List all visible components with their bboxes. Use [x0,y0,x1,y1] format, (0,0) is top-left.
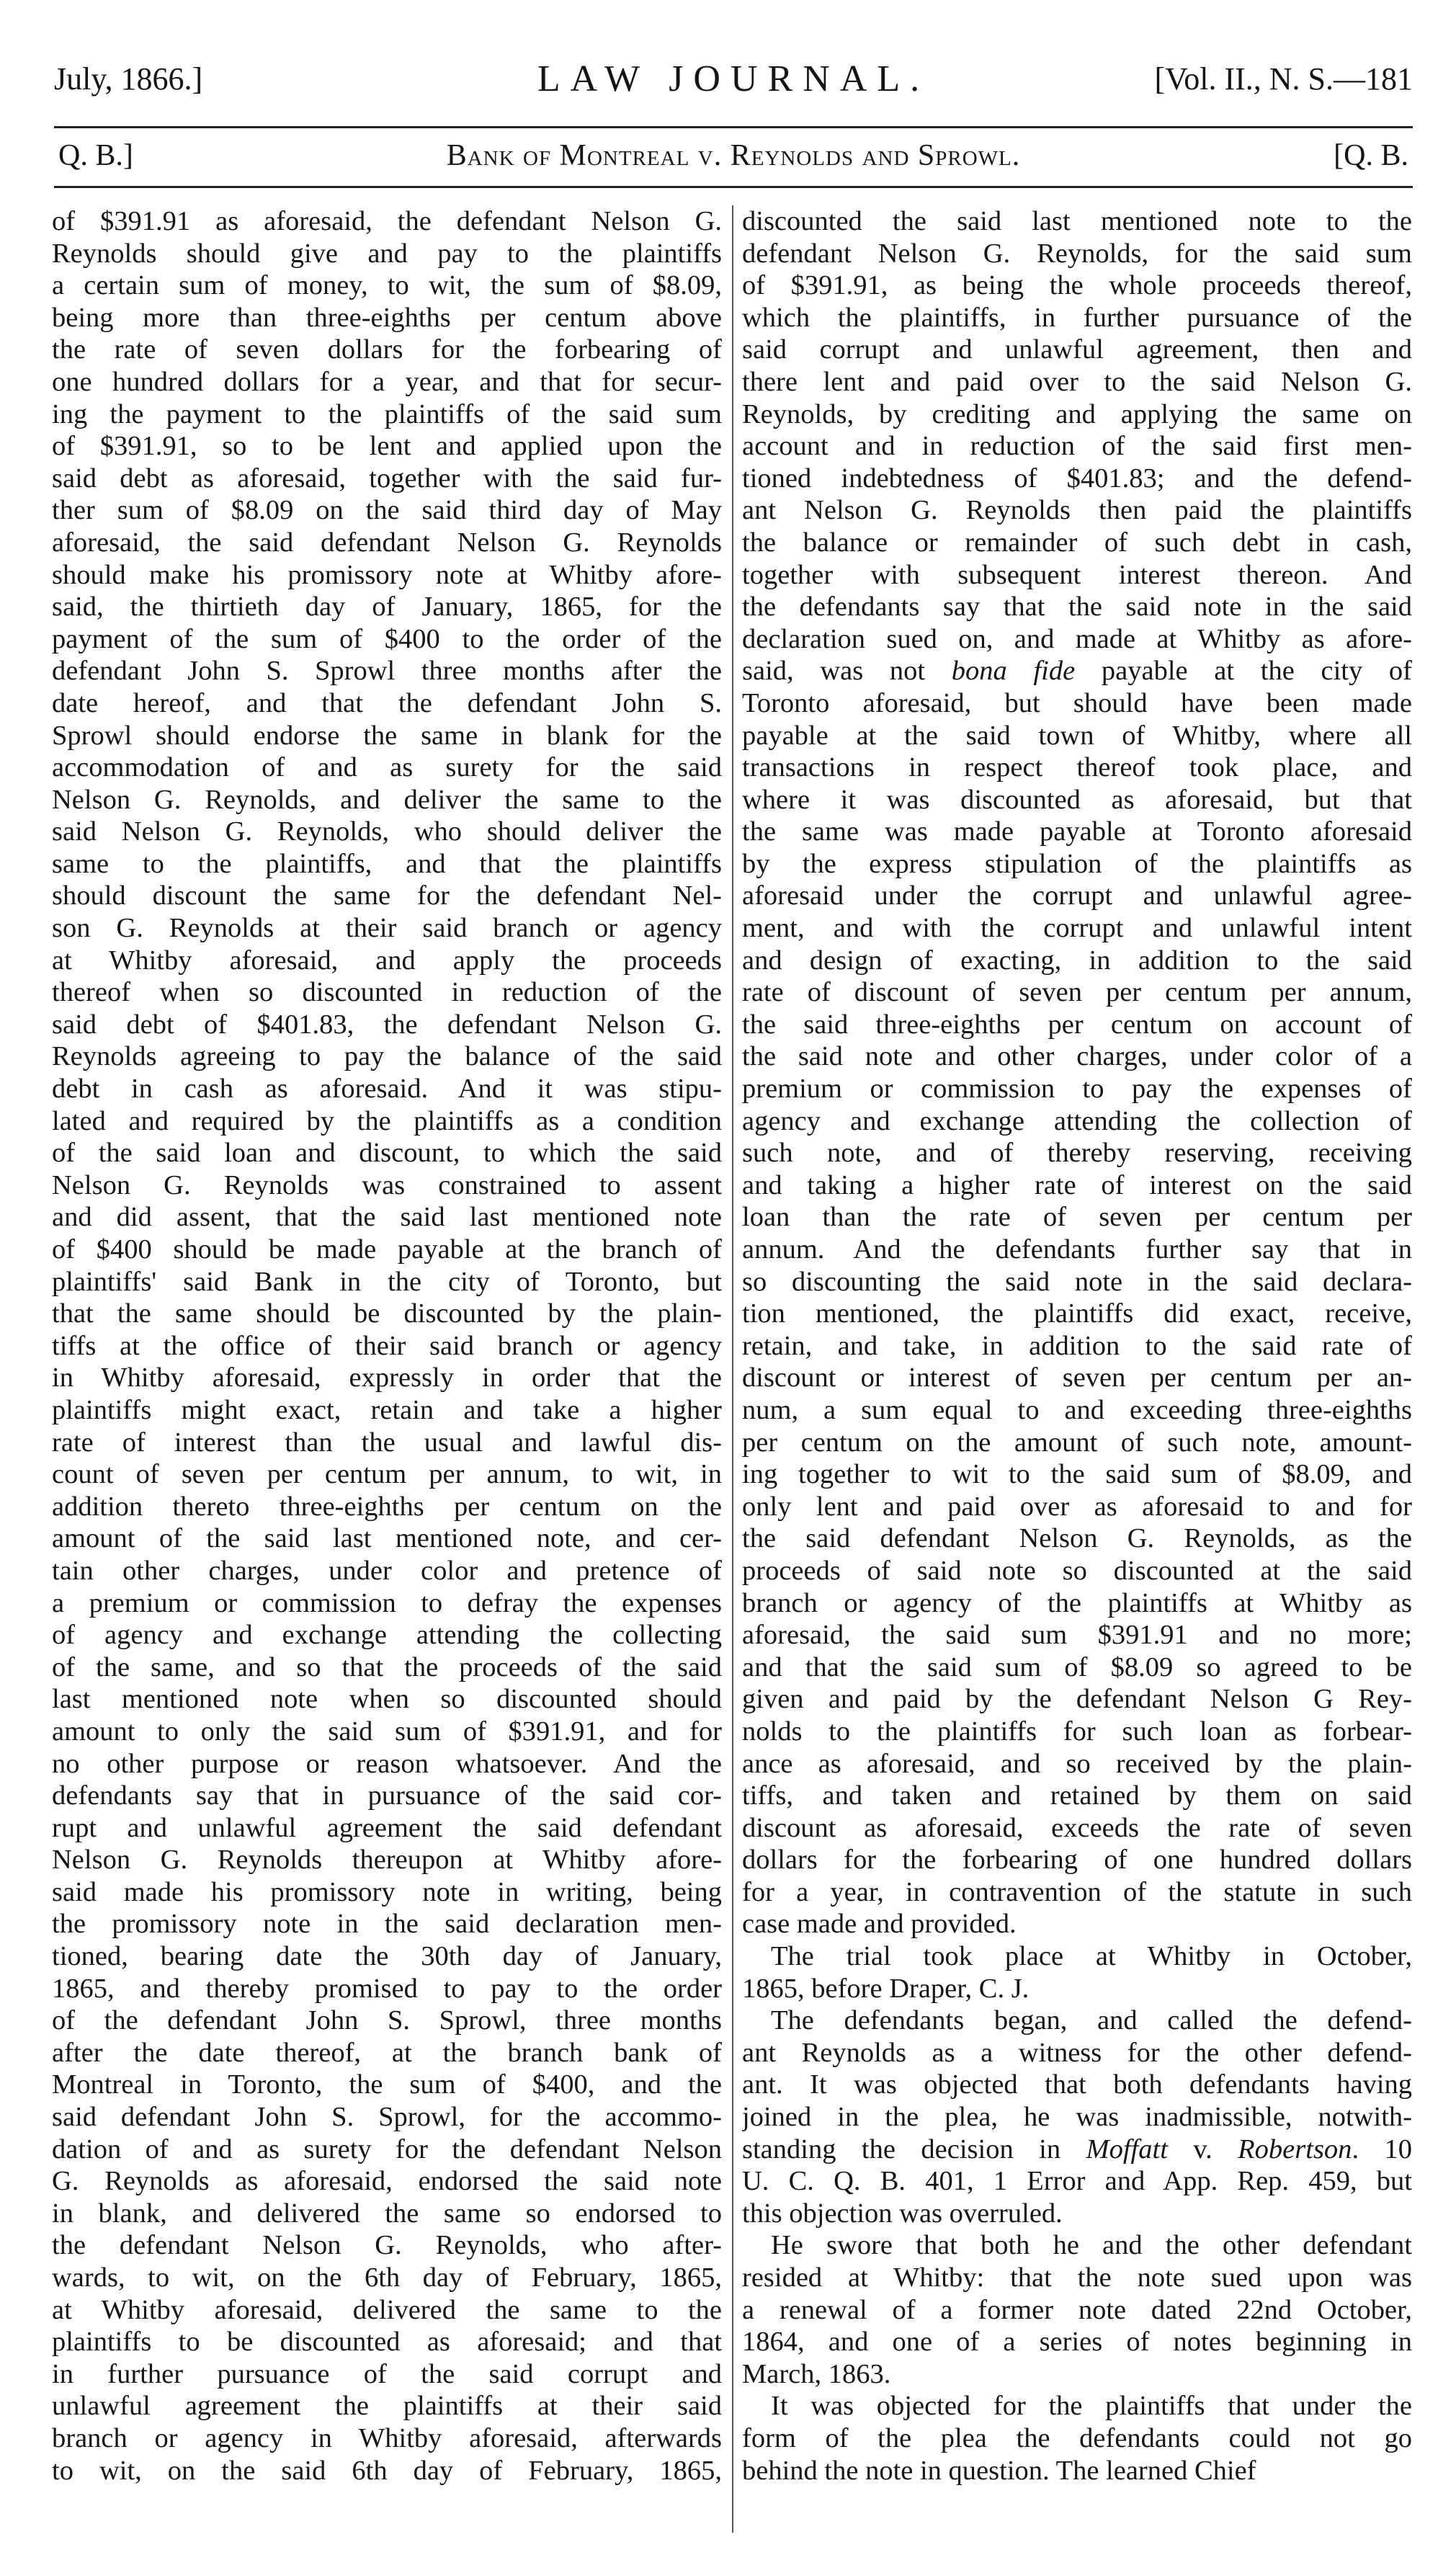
text-line: a premium or commission to defray the expenses [52,1587,722,1618]
text-line: He swore that both he and the other defendant [771,2230,1412,2261]
text-line: so discounting the said note in the said declara- [742,1266,1412,1297]
text-line: 1865, and thereby promised to pay to the order [52,1973,722,2004]
issue-date: July, 1866.] [54,61,203,97]
text-line: discount as aforesaid, exceeds the rate of seven [742,1812,1412,1843]
text-line: account and in reduction of the said first men- [742,431,1412,462]
text-line: count of seven per centum per annum, to wit, in [52,1459,722,1490]
text-line: G. Reynolds as aforesaid, endorsed the said note [52,2166,722,2197]
text-line: by the express stipulation of the plaintiffs as [742,848,1412,879]
text-line: agency and exchange attending the collection of [742,1105,1412,1136]
text-line: Nelson G. Reynolds, and deliver the same to the [52,784,722,815]
text-line: num, a sum equal to and exceeding three-eighths [742,1394,1412,1425]
text-line: dollars for the forbearing of one hundred dollars [742,1845,1412,1876]
text-line: 1864, and one of a series of notes beginning in [742,2327,1412,2358]
text-line: of $391.91, as being the whole proceeds thereof, [742,270,1412,301]
volume-page-number: [Vol. II., N. S.—181 [1154,61,1413,97]
text-line: amount to only the said sum of $391.91, and for [52,1716,722,1747]
text-line: at Whitby aforesaid, and apply the proceeds [52,945,722,976]
text-line: defendant Nelson G. Reynolds, for the said sum [742,238,1412,269]
text-line: such note, and of thereby reserving, receiving [742,1138,1412,1169]
text-line: Montreal in Toronto, the sum of $400, and the [52,2069,722,2100]
text-line: should make his promissory note at Whitby afore- [52,559,722,590]
text-line: declaration sued on, and made at Whitby as afore- [742,623,1412,654]
text-line: defendants say that in pursuance of the said cor- [52,1780,722,1811]
text-line: lated and required by the plaintiffs as a condition [52,1105,722,1136]
journal-title: LAW JOURNAL. [537,58,930,99]
text-line: at Whitby aforesaid, delivered the same to the [52,2294,722,2325]
text-line: in blank, and delivered the same so endorsed to [52,2198,722,2229]
text-line: resided at Whitby: that the note sued upon was [742,2262,1412,2293]
text-line: and taking a higher rate of interest on the said [742,1169,1412,1200]
text-line: and did assent, that the said last mentioned note [52,1202,722,1233]
text-line: the rate of seven dollars for the forbearing of [52,334,722,365]
text-line: said Nelson G. Reynolds, who should deliver the [52,816,722,847]
text-line: discount or interest of seven per centum per an- [742,1363,1412,1394]
text-line: defendant John S. Sprowl three months after the [52,656,722,687]
text-line: The defendants began, and called the defend- [771,2005,1412,2036]
text-line: behind the note in question. The learned Chief [742,2455,1256,2486]
text-line: 1865, before Draper, C. J. [742,1973,1030,2004]
text-line: date hereof, and that the defendant John S. [52,687,722,718]
text-line: branch or agency in Whitby aforesaid, afterwards [52,2422,722,2453]
text-line: dation of and as surety for the defendant Nelson [52,2133,722,2164]
text-line: the balance or remainder of such debt in cash, [742,527,1412,558]
text-line: ment, and with the corrupt and unlawful intent [742,913,1412,944]
text-line: tiffs, and taken and retained by them on said [742,1780,1412,1811]
text-line: payable at the said town of Whitby, where all [742,720,1412,751]
text-line: accommodation of and as surety for the said [52,752,722,783]
text-line: that the same should be discounted by the plain- [52,1298,722,1329]
text-line: retain, and take, in addition to the said rate of [742,1330,1412,1361]
text-line: of $391.91, so to be lent and applied upon the [52,431,722,462]
text-line: in further pursuance of the said corrupt and [52,2358,722,2389]
text-line: payment of the sum of $400 to the order of the [52,623,722,654]
text-line: ance as aforesaid, and so received by the plain- [742,1748,1412,1779]
text-line: loan than the rate of seven per centum per [742,1202,1412,1233]
text-line: plaintiffs to be discounted as aforesaid; and that [52,2327,722,2358]
text-line: rate of discount of seven per centum per annum, [742,977,1412,1008]
text-line: tioned indebtedness of $401.83; and the defend- [742,463,1412,494]
text-line: rupt and unlawful agreement the said defendant [52,1812,722,1843]
text-line: of $391.91 as aforesaid, the defendant Nelson G. [52,206,722,236]
running-header [54,50,1413,108]
text-line: Toronto aforesaid, but should have been made [742,687,1412,718]
text-line: tioned, bearing date the 30th day of January, [52,1941,722,1972]
text-line: said debt as aforesaid, together with the said fur- [52,463,722,494]
text-line: Nelson G. Reynolds thereupon at Whitby afore- [52,1845,722,1876]
text-line: son G. Reynolds at their said branch or agency [52,913,722,944]
text-line: aforesaid, the said defendant Nelson G. Reynolds [52,527,722,558]
left-text-column [52,205,722,2487]
text-line: given and paid by the defendant Nelson G Rey- [742,1684,1412,1715]
text-line: same to the plaintiffs, and that the plaintiffs [52,848,722,879]
text-line: discounted the said last mentioned note to the [742,206,1412,236]
text-line: after the date thereof, at the branch bank of [52,2037,722,2068]
text-line: ing the payment to the plaintiffs of the said sum [52,398,722,429]
text-line: said defendant John S. Sprowl, for the accommo- [52,2102,722,2133]
text-line: one hundred dollars for a year, and that for secur- [52,366,722,397]
text-line: ant Nelson G. Reynolds then paid the plaintiffs [742,495,1412,526]
text-line: the said defendant Nelson G. Reynolds, as the [742,1523,1412,1554]
right-text-column [742,205,1412,2487]
text-line: Reynolds, by crediting and applying the same on [742,398,1412,429]
text-line: standing the decision in Moffatt v. Robertson. 10 [742,2133,1412,2164]
text-line: debt in cash as aforesaid. And it was stipu- [52,1074,722,1105]
text-line: wards, to wit, on the 6th day of February, 1865, [52,2262,722,2293]
text-line: together with subsequent interest thereon. And [742,559,1412,590]
text-line: transactions in respect thereof took place, and [742,752,1412,783]
text-line: said debt of $401.83, the defendant Nelson G. [52,1009,722,1040]
text-line: rate of interest than the usual and lawful dis- [52,1427,722,1458]
text-line: Reynolds agreeing to pay the balance of the said [52,1041,722,1072]
text-line: aforesaid, the said sum $391.91 and no more; [742,1620,1412,1651]
text-line: joined in the plea, he was inadmissible, notwith- [742,2102,1412,2133]
text-line: March, 1863. [742,2358,891,2389]
text-line: Sprowl should endorse the same in blank for the [52,720,722,751]
text-line: unlawful agreement the plaintiffs at their said [52,2391,722,2422]
column-divider [732,205,733,2533]
text-line: a certain sum of money, to wit, the sum of $8.09, [52,270,722,301]
text-line: amount of the said last mentioned note, and cer- [52,1523,722,1554]
text-line: It was objected for the plaintiffs that under the [771,2391,1412,2422]
text-line: and that the said sum of $8.09 so agreed to be [742,1651,1412,1682]
text-line: the promissory note in the said declaration men- [52,1909,722,1940]
text-line: Reynolds should give and pay to the plaintiffs [52,238,722,269]
text-line: addition thereto three-eighths per centum on the [52,1491,722,1522]
text-line: of the same, and so that the proceeds of the said [52,1651,722,1682]
text-line: the defendants say that the said note in the said [742,592,1412,623]
text-line: ing together to wit to the said sum of $8.09, and [742,1459,1412,1490]
text-line: ant. It was objected that both defendants having [742,2069,1412,2100]
text-line: aforesaid under the corrupt and unlawful agree- [742,880,1412,911]
text-line: branch or agency of the plaintiffs at Whitby as [742,1587,1412,1618]
text-line: of the defendant John S. Sprowl, three months [52,2005,722,2036]
case-title: Bank of Montreal v. Reynolds and Sprowl. [446,139,1021,172]
text-line: case made and provided. [742,1909,1017,1940]
text-line: ther sum of $8.09 on the said third day of May [52,495,722,526]
text-line: plaintiffs' said Bank in the city of Toronto, but [52,1266,722,1297]
text-line: which the plaintiffs, in further pursuance of the [742,302,1412,333]
text-line: per centum on the amount of such note, amount- [742,1427,1412,1458]
text-line: said, the thirtieth day of January, 1865, for the [52,592,722,623]
text-line: where it was discounted as aforesaid, but that [742,784,1412,815]
text-line: U. C. Q. B. 401, 1 Error and App. Rep. 459, but [742,2166,1412,2197]
text-line: premium or commission to pay the expenses of [742,1074,1412,1105]
text-line: of agency and exchange attending the collecting [52,1620,722,1651]
court-label-left: Q. B.] [58,139,133,172]
text-line: a renewal of a former note dated 22nd October, [742,2294,1412,2325]
text-line: there lent and paid over to the said Nelson G. [742,366,1412,397]
text-line: this objection was overruled. [742,2198,1063,2229]
text-line: of the said loan and discount, to which the said [52,1138,722,1169]
text-line: tain other charges, under color and pretence of [52,1555,722,1586]
text-line: plaintiffs might exact, retain and take a higher [52,1394,722,1425]
text-line: should discount the same for the defendant Nel- [52,880,722,911]
text-line: no other purpose or reason whatsoever. And the [52,1748,722,1779]
text-line: last mentioned note when so discounted should [52,1684,722,1715]
case-header [54,126,1413,188]
text-line: the said three-eighths per centum on account of [742,1009,1412,1040]
court-label-right: [Q. B. [1334,139,1408,172]
text-line: tiffs at the office of their said branch or agency [52,1330,722,1361]
text-line: annum. And the defendants further say that in [742,1234,1412,1265]
text-line: said corrupt and unlawful agreement, then and [742,334,1412,365]
text-line: to wit, on the said 6th day of February, 1865, [52,2455,722,2486]
text-line: thereof when so discounted in reduction of the [52,977,722,1008]
text-line: said, was not bona fide payable at the city of [742,656,1412,687]
text-line: being more than three-eighths per centum above [52,302,722,333]
text-line: and design of exacting, in addition to the said [742,945,1412,976]
text-line: in Whitby aforesaid, expressly in order that the [52,1363,722,1394]
text-line: proceeds of said note so discounted at the said [742,1555,1412,1586]
text-line: the defendant Nelson G. Reynolds, who after- [52,2230,722,2261]
text-line: form of the plea the defendants could not go [742,2422,1412,2453]
text-line: the said note and other charges, under color of a [742,1041,1412,1072]
text-line: tion mentioned, the plaintiffs did exact, receive, [742,1298,1412,1329]
text-line: ant Reynolds as a witness for the other defend- [742,2037,1412,2068]
text-line: only lent and paid over as aforesaid to and for [742,1491,1412,1522]
text-line: The trial took place at Whitby in October, [771,1941,1412,1972]
text-line: the same was made payable at Toronto aforesaid [742,816,1412,847]
text-line: said made his promissory note in writing, being [52,1876,722,1907]
text-line: for a year, in contravention of the statute in such [742,1876,1412,1907]
text-line: nolds to the plaintiffs for such loan as forbear- [742,1716,1412,1747]
text-line: of $400 should be made payable at the branch of [52,1234,722,1265]
text-line: Nelson G. Reynolds was constrained to assent [52,1169,722,1200]
